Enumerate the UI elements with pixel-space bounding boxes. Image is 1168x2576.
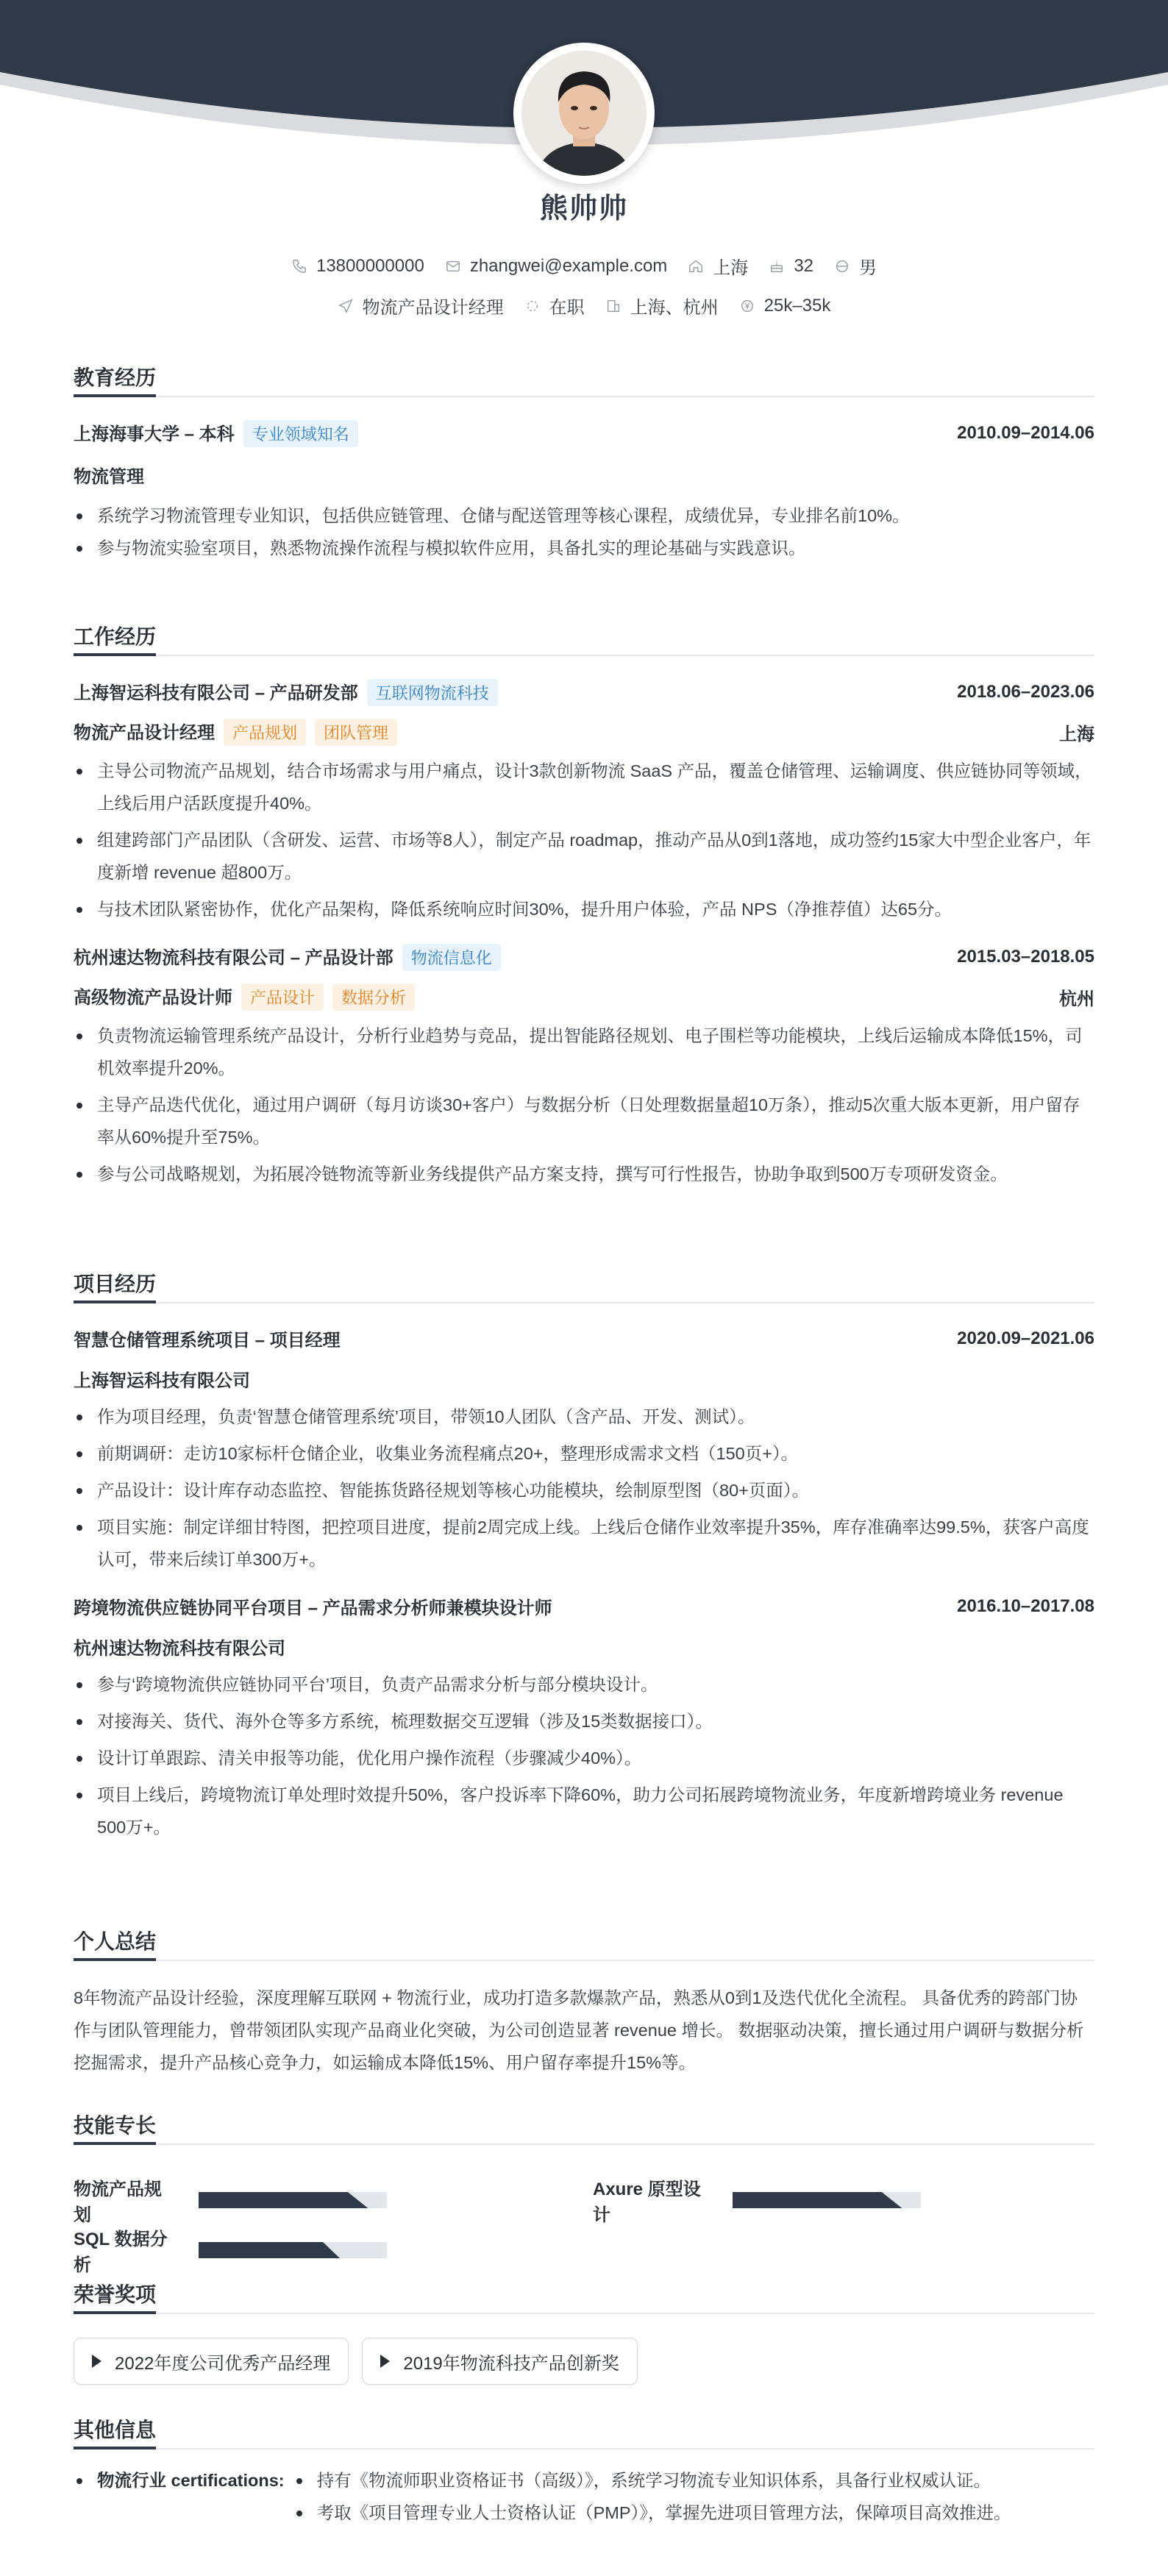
skill-bar bbox=[199, 2242, 387, 2258]
project-company: 上海智运科技有限公司 bbox=[74, 1371, 250, 1391]
status-text: 在职 bbox=[549, 298, 585, 318]
skills-section bbox=[74, 2111, 1094, 2275]
position-info bbox=[338, 293, 504, 319]
city-info bbox=[688, 253, 748, 279]
role-tag: 产品规划 bbox=[224, 719, 306, 746]
job-role: 高级物流产品设计师 产品设计 数据分析 bbox=[74, 983, 415, 1011]
list-item: 主导公司物流产品规划，结合市场需求与用户痛点，设计3款创新物流 SaaS 产品，覆盖仓储管理、运输调度、供应链协同等领域，上线后用户活跃度提升40%。 bbox=[74, 755, 1094, 819]
list-item: 系统学习物流管理专业知识，包括供应链管理、仓储与配送管理等核心课程，成绩优异，专业排名前10%。 bbox=[74, 499, 1094, 532]
skill-item bbox=[74, 2174, 387, 2226]
building-icon bbox=[605, 298, 622, 314]
other-content bbox=[74, 2464, 1094, 2529]
section-title: 工作经历 bbox=[74, 622, 1094, 656]
major-name: 物流管理 bbox=[74, 467, 144, 487]
gender-icon bbox=[834, 258, 850, 274]
skill-bar-fill bbox=[199, 2192, 368, 2208]
list-item: 组建跨部门产品团队（含研发、运营、市场等8人），制定产品 roadmap，推动产品从0到1落地，成功签约15家大中型企业客户，年度新增 revenue 超800万。 bbox=[74, 824, 1094, 889]
money-icon bbox=[739, 298, 755, 314]
status-info bbox=[524, 293, 585, 319]
avatar-photo bbox=[521, 51, 647, 176]
project-name: 智慧仓储管理系统项目 – 项目经理 bbox=[74, 1331, 341, 1351]
project-date: 2016.10–2017.08 bbox=[957, 1595, 1094, 1616]
list-item: 参与‘跨境物流供应链协同平台’项目，负责产品需求分析与部分模块设计。 bbox=[74, 1668, 1094, 1701]
project-header bbox=[74, 1593, 1094, 1619]
position-text: 物流产品设计经理 bbox=[362, 298, 504, 318]
project-date: 2020.09–2021.06 bbox=[957, 1328, 1094, 1348]
phone-info bbox=[291, 256, 424, 277]
salary-text: 25k–35k bbox=[763, 295, 831, 316]
list-item: 参与物流实验室项目，熟悉物流操作流程与模拟软件应用，具备扎实的理论基础与实践意识。 bbox=[74, 532, 1094, 564]
education-header bbox=[74, 419, 1094, 447]
project-bullets bbox=[74, 1668, 1094, 1843]
summary-text: 8年物流产品设计经验，深度理解互联网 + 物流行业，成功打造多款爆款产品，熟悉从0到1及迭代优化全流程。 具备优秀的跨部门协作与团队管理能力，曾带领团队实现产品商业化突破，为公司创造显著 revenue 增长。 数据驱动决策，擅长通过用户调研与数据分析挖掘需求，提升产品核心竞争力，如运输成本降低15%、用户留存率提升15%等。 bbox=[74, 1988, 1084, 2072]
list-item: 项目实施：制定详细甘特图，把控项目进度，提前2周完成上线。上线后仓储作业效率提升35%，库存准确率达99.5%，获客户高度认可，带来后续订单300万+。 bbox=[74, 1511, 1094, 1576]
list-item: 主导产品迭代优化，通过用户调研（每月访谈30+客户）与数据分析（日处理数据量超10万条），推动5次重大版本更新，用户留存率从60%提升至75%。 bbox=[74, 1089, 1094, 1153]
age-info bbox=[769, 256, 813, 277]
skill-name: 物流产品规划 bbox=[74, 2180, 162, 2225]
section-title: 其他信息 bbox=[74, 2416, 1094, 2449]
skill-bar-fill bbox=[199, 2242, 340, 2258]
home-icon bbox=[688, 258, 704, 274]
skill-bar bbox=[733, 2192, 921, 2208]
awards-list bbox=[74, 2338, 1094, 2385]
list-item: 考取《项目管理专业人士资格认证（PMP）》，掌握先进项目管理方法，保障项目高效推进。 bbox=[293, 2497, 1094, 2529]
section-title: 项目经历 bbox=[74, 1270, 1094, 1303]
education-section bbox=[74, 363, 1094, 564]
list-item: 持有《物流师职业资格证书（高级）》，系统学习物流专业知识体系，具备行业权威认证。 bbox=[293, 2464, 1094, 2497]
send-icon bbox=[338, 298, 354, 314]
list-item: 项目上线后，跨境物流订单处理时效提升50%，客户投诉率下降60%，助力公司拓展跨境物流业务，年度新增跨境业务 revenue 500万+。 bbox=[74, 1779, 1094, 1843]
section-title: 教育经历 bbox=[74, 363, 1094, 397]
section-title: 技能专长 bbox=[74, 2111, 1094, 2145]
play-icon bbox=[92, 2355, 102, 2368]
cake-icon bbox=[769, 258, 785, 274]
company-tag: 物流信息化 bbox=[402, 944, 501, 971]
job-role: 物流产品设计经理 产品规划 团队管理 bbox=[74, 718, 397, 746]
section-title: 个人总结 bbox=[74, 1927, 1094, 1961]
skills-grid bbox=[74, 2145, 1094, 2275]
job-date: 2015.03–2018.05 bbox=[957, 947, 1094, 967]
award-chip: 2019年物流科技产品创新奖 bbox=[362, 2338, 637, 2385]
project-company: 杭州速达物流科技有限公司 bbox=[74, 1639, 285, 1659]
project-bullets bbox=[74, 1401, 1094, 1576]
city-text: 上海 bbox=[713, 258, 749, 278]
age-text: 32 bbox=[794, 255, 814, 276]
role-tag: 团队管理 bbox=[315, 719, 397, 746]
job-bullets bbox=[74, 1020, 1094, 1190]
skill-name: SQL 数据分析 bbox=[74, 2230, 168, 2275]
job-intent-line bbox=[0, 293, 1168, 319]
phone-text: 13800000000 bbox=[316, 255, 424, 276]
project-header bbox=[74, 1326, 1094, 1351]
job-location: 上海 bbox=[1059, 724, 1094, 744]
skill-bar-fill bbox=[733, 2192, 902, 2208]
job-location: 杭州 bbox=[1059, 989, 1094, 1009]
role-tag: 产品设计 bbox=[241, 983, 324, 1011]
school-tag: 专业领域知名 bbox=[243, 420, 358, 447]
summary-section bbox=[74, 1927, 1094, 2079]
list-item: 负责物流运输管理系统产品设计，分析行业趋势与竞品，提出智能路径规划、电子围栏等功能模块，上线后运输成本降低15%，司机效率提升20%。 bbox=[74, 1020, 1094, 1084]
avatar bbox=[513, 43, 655, 184]
salary-info bbox=[739, 296, 831, 316]
list-item: 与技术团队紧密协作，优化产品架构，降低系统响应时间30%，提升用户体验，产品 NPS（净推荐值）达65分。 bbox=[74, 893, 1094, 925]
other-category-list bbox=[74, 2464, 285, 2529]
job-role-row bbox=[74, 983, 1094, 1011]
phone-icon bbox=[291, 258, 307, 274]
target-city-info bbox=[605, 293, 719, 319]
award-chip: 2022年度公司优秀产品经理 bbox=[74, 2338, 349, 2385]
skill-name: Axure 原型设计 bbox=[593, 2180, 701, 2225]
loading-icon bbox=[524, 298, 541, 314]
job-header bbox=[74, 943, 1094, 971]
job-role-row bbox=[74, 718, 1094, 746]
education-bullets bbox=[74, 499, 1094, 564]
list-item: 参与公司战略规划，为拓展冷链物流等新业务线提供产品方案支持，撰写可行性报告，协助争取到500万专项研发资金。 bbox=[74, 1158, 1094, 1190]
candidate-name: 熊帅帅 bbox=[539, 193, 628, 224]
skill-item bbox=[74, 2224, 387, 2276]
contact-line bbox=[0, 253, 1168, 279]
job-date: 2018.06–2023.06 bbox=[957, 682, 1094, 702]
target-city-text: 上海、杭州 bbox=[630, 298, 719, 318]
gender-info bbox=[834, 253, 877, 279]
education-date: 2010.09–2014.06 bbox=[957, 423, 1094, 443]
other-items bbox=[293, 2464, 1094, 2529]
company-name: 杭州速达物流科技有限公司 – 产品设计部 物流信息化 bbox=[74, 943, 501, 971]
job-bullets bbox=[74, 755, 1094, 925]
skill-bar bbox=[199, 2192, 387, 2208]
other-category: 物流行业 certifications: bbox=[74, 2464, 285, 2497]
list-item: 产品设计：设计库存动态监控、智能拣货路径规划等核心功能模块，绘制原型图（80+页面）。 bbox=[74, 1474, 1094, 1506]
email-text: zhangwei@example.com bbox=[469, 255, 668, 276]
list-item: 设计订单跟踪、清关申报等功能，优化用户操作流程（步骤减少40%）。 bbox=[74, 1742, 1094, 1774]
mail-icon bbox=[445, 258, 461, 274]
list-item: 前期调研：走访10家标杆仓储企业，收集业务流程痛点20+，整理形成需求文档（150页+）。 bbox=[74, 1437, 1094, 1470]
section-title: 荣誉奖项 bbox=[74, 2280, 1094, 2314]
company-name: 上海智运科技有限公司 – 产品研发部 互联网物流科技 bbox=[74, 678, 498, 706]
skill-item bbox=[593, 2174, 921, 2226]
role-tag: 数据分析 bbox=[332, 983, 415, 1011]
project-name: 跨境物流供应链协同平台项目 – 产品需求分析师兼模块设计师 bbox=[74, 1598, 552, 1618]
list-item: 作为项目经理，负责‘智慧仓储管理系统’项目，带领10人团队（含产品、开发、测试）。 bbox=[74, 1401, 1094, 1433]
list-item: 对接海关、货代、海外仓等多方系统，梳理数据交互逻辑（涉及15类数据接口）。 bbox=[74, 1705, 1094, 1737]
projects-section bbox=[74, 1270, 1094, 1843]
work-section bbox=[74, 622, 1094, 1190]
awards-section bbox=[74, 2280, 1094, 2385]
gender-text: 男 bbox=[859, 258, 877, 278]
other-section bbox=[74, 2416, 1094, 2529]
school-name: 上海海事大学 – 本科 专业领域知名 bbox=[74, 419, 358, 447]
company-tag: 互联网物流科技 bbox=[367, 679, 498, 706]
job-header bbox=[74, 678, 1094, 706]
play-icon bbox=[380, 2355, 390, 2368]
email-info bbox=[445, 256, 668, 277]
